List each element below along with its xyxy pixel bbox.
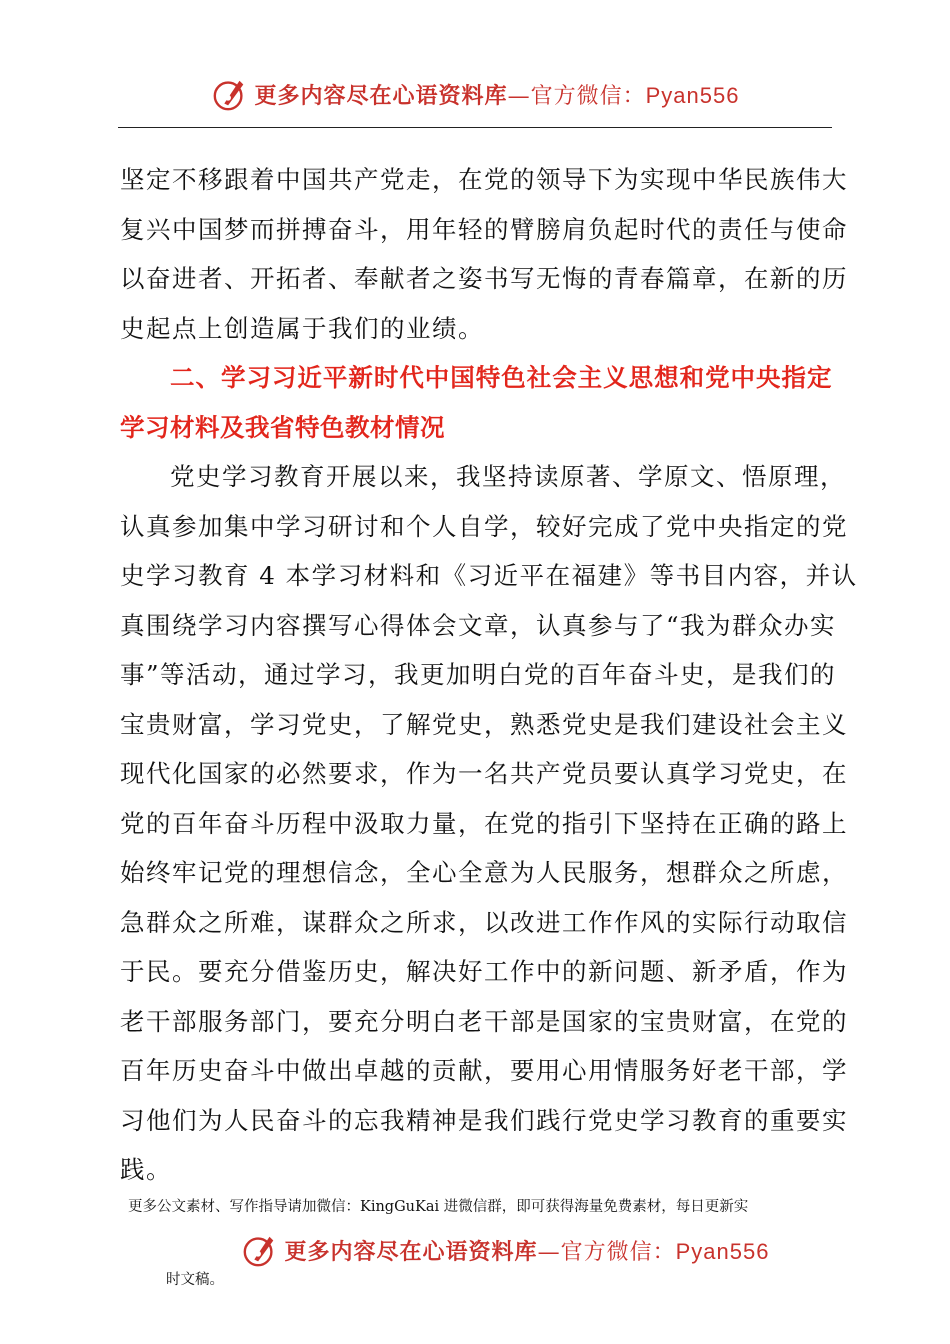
- paragraph-line: 事”等活动，通过学习，我更加明白党的百年奋斗史，是我们的: [120, 660, 837, 689]
- body-line: 史起点上创造属于我们的业绩。: [120, 313, 484, 343]
- header-brand: [0, 70, 950, 118]
- paragraph-line: 史学习教育 4 本学习材料和《习近平在福建》等书目内容，并认: [120, 561, 858, 590]
- paragraph-line: 于民。要充分借鉴历史，解决好工作中的新问题、新矛盾，作为: [120, 957, 848, 986]
- document-body: [120, 155, 858, 1195]
- footer-note: 更多公文素材、写作指导请加微信：KingGuKai 进微信群，即可获得海量免费素材，每日更新实: [128, 1199, 749, 1215]
- pen-nib-icon: [241, 1231, 279, 1269]
- footer-brand: [0, 1227, 950, 1273]
- paragraph-line: 认真参加集中学习研讨和个人自学，较好完成了党中央指定的党: [120, 511, 848, 541]
- paragraph-line: 始终牢记党的理想信念，全心全意为人民服务，想群众之所虑，: [120, 858, 848, 887]
- body-line: 复兴中国梦而拼搏奋斗，用年轻的臂膀肩负起时代的责任与使命: [120, 214, 848, 244]
- paragraph-line: 百年历史奋斗中做出卓越的贡献，要用心用情服务好老干部，学: [120, 1056, 848, 1085]
- body-line: 坚定不移跟着中国共产党走，在党的领导下为实现中华民族伟大: [120, 165, 848, 194]
- section-heading: 二、学习习近平新时代中国特色社会主义思想和党中央指定: [170, 363, 832, 392]
- body-line: 以奋进者、开拓者、奉献者之姿书写无悔的青春篇章，在新的历: [120, 264, 848, 293]
- paragraph-line: 践。: [120, 1155, 172, 1184]
- paragraph-line: 现代化国家的必然要求，作为一名共产党员要认真学习党史，在: [120, 759, 848, 788]
- section-heading: 学习材料及我省特色教材情况: [120, 412, 445, 442]
- paragraph-line: 习他们为人民奋斗的忘我精神是我们践行党史学习教育的重要实: [120, 1105, 848, 1135]
- paragraph-line: 真围绕学习内容撰写心得体会文章，认真参与了“我为群众办实: [120, 610, 837, 640]
- paragraph-line: 党史学习教育开展以来，我坚持读原著、学原文、悟原理，: [170, 462, 846, 491]
- paragraph-line: 急群众之所难，谋群众之所求，以改进工作作风的实际行动取信: [120, 907, 848, 937]
- paragraph-line: 老干部服务部门，要充分明白老干部是国家的宝贵财富，在党的: [120, 1006, 848, 1036]
- paragraph-line: 党的百年奋斗历程中汲取力量，在党的指引下坚持在正确的路上: [120, 808, 848, 838]
- header-divider: [118, 127, 832, 128]
- paragraph-line: 宝贵财富，学习党史，了解党史，熟悉党史是我们建设社会主义: [120, 709, 848, 739]
- footer-note-end: 时文稿。: [166, 1272, 224, 1288]
- pen-nib-icon: [211, 75, 249, 113]
- footer-brand-text: 更多内容尽在心语资料库—官方微信：Pyan556: [284, 1238, 770, 1265]
- header-brand-text: 更多内容尽在心语资料库—官方微信：Pyan556: [254, 82, 740, 109]
